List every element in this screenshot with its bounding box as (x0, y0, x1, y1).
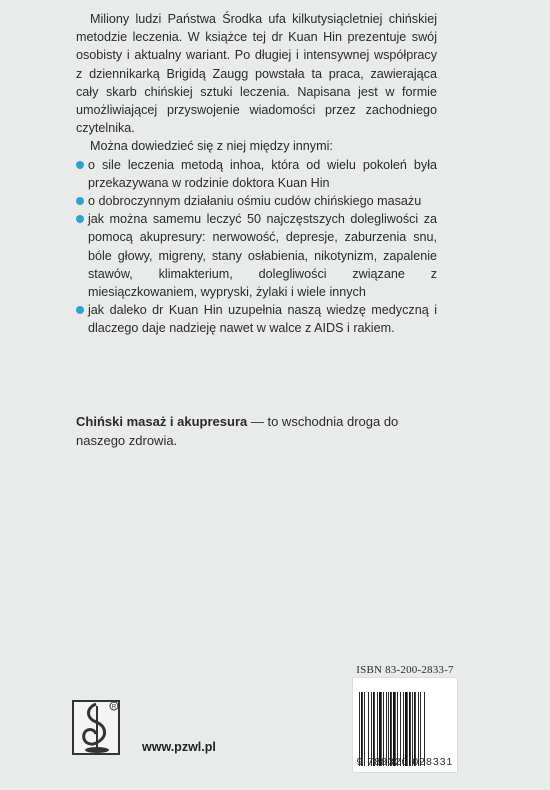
ean-digits: 9 788320 028331 (356, 756, 454, 768)
tagline (76, 412, 437, 450)
bullet-dot-icon (76, 161, 84, 169)
svg-text:R: R (111, 704, 117, 711)
barcode (352, 677, 458, 773)
list-item (76, 192, 437, 210)
publisher-url: www.pzwl.pl (142, 740, 216, 754)
list-item-text: jak można samemu leczyć 50 najczęstszych dolegliwości za pomocą akupresury: nerwowość, depresje, zaburzenia snu, bóle głowy, migreny, stany osłabienia, nikotynizm, zapalenie stawów, klimakterium, dolegliwości związane z miesiączkowaniem, wypryski, żylaki i wiele innych (88, 212, 437, 300)
list-item-text: jak daleko dr Kuan Hin uzupełnia naszą wiedzę medyczną i dlaczego daje nadzieję nawet w walce z AIDS i rakiem. (88, 303, 437, 336)
list-item (76, 301, 437, 337)
list-item-text: o sile leczenia metodą inhoa, która od wielu pokoleń była przekazywana w rodzinie doktora Kuan Hin (88, 157, 437, 190)
list-item (76, 156, 437, 192)
barcode-bars (357, 692, 453, 766)
description-block (76, 10, 437, 338)
bullet-dot-icon (76, 306, 84, 314)
bullet-dot-icon (76, 215, 84, 223)
book-title: Chiński masaż i akupresura (76, 414, 248, 429)
tagline-rest: — to wschodnia droga do naszego zdrowia. (76, 414, 399, 448)
bullet-dot-icon (76, 197, 84, 205)
feature-list (76, 156, 437, 338)
list-item (76, 210, 437, 301)
publisher-logo-icon (72, 698, 122, 756)
intro-paragraph: Miliony ludzi Państwa Środka ufa kilkutysiącletniej chińskiej metodzie leczenia. W książce tej dr Kuan Hin prezentuje swój osobisty i aktualny wariant. Po długiej i intensywnej współpracy z dziennikarką Brigidą Zaugg powstała ta praca, zawierająca cały skarb chińskiej sztuki leczenia. Napisana jest w formie umożliwiającej przyswojenie wiadomości przez zachodniego czytelnika. (76, 12, 437, 136)
list-item-text: o dobroczynnym działaniu ośmiu cudów chińskiego masażu (88, 194, 422, 209)
list-intro: Można dowiedzieć się z niej między innymi: (90, 139, 333, 154)
isbn-label: ISBN 83-200-2833-7 (356, 664, 454, 676)
